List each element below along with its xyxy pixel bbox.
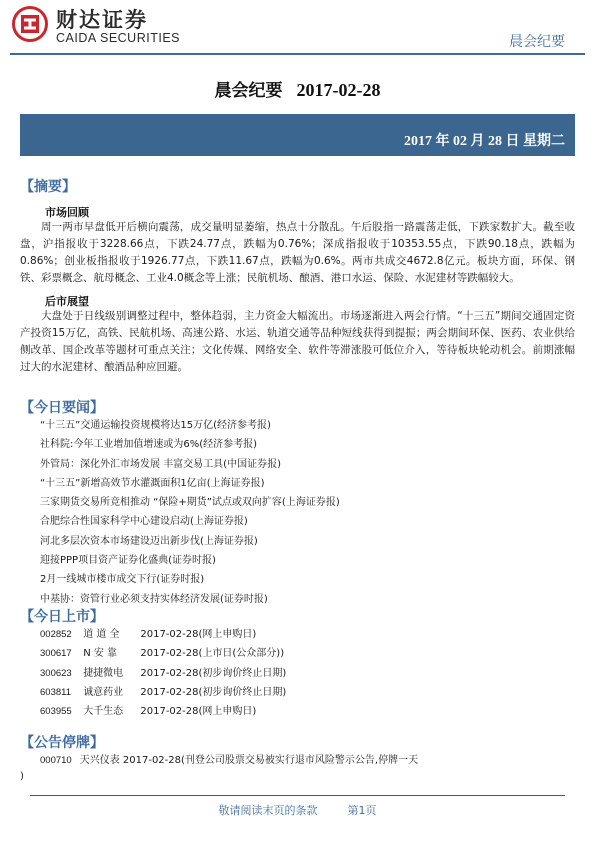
listing-row bbox=[40, 644, 286, 663]
listing-row bbox=[40, 683, 286, 702]
news-item: 中基协：资管行业必须支持实体经济发展(证券时报) bbox=[40, 593, 268, 605]
report-type-label: 晨会纪要 bbox=[509, 34, 565, 50]
footer-divider bbox=[30, 795, 565, 796]
suspension-heading: 【公告停牌】 bbox=[20, 735, 104, 751]
document-title bbox=[0, 76, 595, 101]
document-title-date: 2017-02-28 bbox=[296, 80, 381, 100]
brand-name-cn: 财达证券 bbox=[56, 8, 148, 32]
listing-name: 捷捷微电 bbox=[83, 667, 124, 679]
market-review-text: 周一两市早盘低开后横向震荡，成交量明显萎缩，热点十分散乱。午后股指一路震荡走低，下跌家数扩大。截至收盘，沪指报收于3228.66点，下跌24.77点，跌幅为0.76%；深成指报收于10353.55点，下跌90.18点，跌幅为0.86%；创业板指报收于1926.77点，下跌11.67点，跌幅为0.6%。两市共成交4672.8亿元。板块方面，环保、钢铁、彩票概念、航母概念、工业4.0概念等上涨；民航机场、酿酒、港口水运、保险、水泥建材等跌幅较大。 bbox=[20, 221, 575, 284]
suspension-notice bbox=[20, 752, 418, 769]
date-banner-text: 2017 年 02 月 28 日 星期二 bbox=[404, 134, 565, 149]
news-list bbox=[40, 416, 340, 609]
listing-info: 2017-02-28(初步询价终止日期) bbox=[140, 667, 287, 679]
suspension-text-cont: ) bbox=[20, 771, 24, 782]
listing-code: 603811 bbox=[40, 686, 71, 698]
listing-row bbox=[40, 625, 286, 644]
listing-name: 大千生态 bbox=[83, 706, 124, 718]
news-item: “十三五”新增高效节水灌溉面积1亿亩(上海证券报) bbox=[40, 477, 265, 489]
date-banner bbox=[20, 114, 575, 156]
footer-disclaimer-link[interactable]: 敬请阅读末页的条款 bbox=[218, 804, 318, 817]
listing-row bbox=[40, 664, 286, 683]
listing-code: 603955 bbox=[40, 706, 72, 718]
listing-name: 道 道 全 bbox=[83, 629, 120, 640]
footer bbox=[0, 802, 595, 818]
news-item: 迎接PPP项目资产证券化盛典(证券时报) bbox=[40, 555, 216, 567]
news-item: 合肥综合性国家科学中心建设启动(上海证券报) bbox=[40, 516, 248, 528]
document-title-text: 晨会纪要 bbox=[214, 81, 283, 101]
brand-name-en: CAIDA SECURITIES bbox=[56, 31, 180, 45]
suspension-code: 000710 bbox=[40, 755, 72, 766]
news-item: 社科院:今年工业增加值增速或为6%(经济参考报) bbox=[40, 439, 258, 451]
listings-list bbox=[40, 625, 286, 721]
listing-info: 2017-02-28(初步询价终止日期) bbox=[140, 686, 287, 698]
news-item: 外管局：深化外汇市场发展 丰富交易工具(中国证券报) bbox=[40, 458, 281, 470]
outlook-heading: 后市展望 bbox=[45, 295, 89, 308]
listings-heading: 【今日上市】 bbox=[20, 609, 104, 625]
listing-info: 2017-02-28(上市日(公众部分)) bbox=[140, 648, 285, 660]
news-item: 河北多层次资本市场建设迈出新步伐(上海证券报) bbox=[40, 535, 258, 547]
news-item: 2月一线城市楼市成交下行(证券时报) bbox=[40, 574, 205, 586]
listing-name: N 安 靠 bbox=[83, 648, 118, 660]
news-heading: 【今日要闻】 bbox=[20, 400, 104, 416]
caida-logo-icon bbox=[12, 6, 48, 42]
listing-code: 300623 bbox=[40, 667, 72, 679]
page-number: 第1页 bbox=[347, 804, 377, 817]
listing-name: 诚意药业 bbox=[83, 686, 124, 698]
market-review-heading: 市场回顾 bbox=[45, 206, 89, 219]
listing-code: 300617 bbox=[40, 648, 72, 660]
listing-row bbox=[40, 702, 286, 721]
header-divider bbox=[10, 53, 585, 55]
listing-code: 002852 bbox=[40, 629, 72, 640]
suspension-text: 天兴仪表 2017-02-28(刊登公司股票交易被实行退市风险警示公告,停牌一天 bbox=[79, 755, 419, 766]
listing-info: 2017-02-28(网上申购日) bbox=[140, 706, 257, 718]
outlook-text: 大盘处于日线级别调整过程中，整体趋弱，主力资金大幅流出。市场逐渐进入两会行情。“十三五”期间交通固定资产投资15万亿，高铁、民航机场、高速公路、水运、轨道交通等品种短线获得到提振；两会期间环保、医药、农业供给侧改革、国企改革等题材可重点关注；文化传媒、网络安全、软件等滞涨股可低位介入，等待板块轮动机会。前期涨幅过大的水泥建材、酿酒品种应回避。 bbox=[20, 310, 575, 373]
listing-info: 2017-02-28(网上申购日) bbox=[140, 629, 257, 640]
summary-heading: 【摘要】 bbox=[20, 179, 76, 195]
news-item: “十三五”交通运输投资规模将达15万亿(经济参考报) bbox=[40, 420, 271, 431]
news-item: 三家期货交易所竞相推动 “保险+期货”试点或双向扩容(上海证券报) bbox=[40, 497, 340, 509]
